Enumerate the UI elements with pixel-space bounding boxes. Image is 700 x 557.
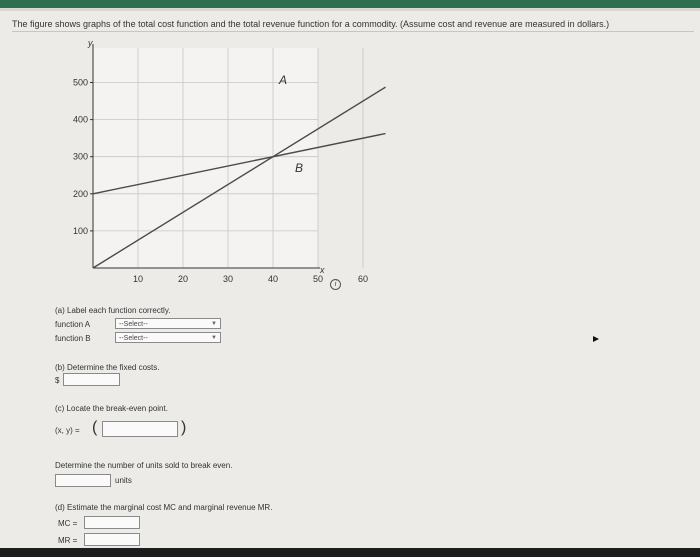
units-label: units [115, 476, 132, 485]
problem-prompt: The figure shows graphs of the total cost function and the total revenue function for a commodity. (Assume cost and revenue are measured in dollars.) [12, 19, 610, 29]
part-d-heading: (d) Estimate the marginal cost MC and marginal revenue MR. [55, 503, 273, 512]
break-even-point-label: (x, y) = [55, 426, 80, 435]
function-b-label: function B [55, 334, 91, 343]
series-label-a: A [279, 73, 288, 87]
x-tick-label: 60 [357, 274, 369, 284]
y-tick-label: 300 [72, 151, 88, 162]
function-a-label: function A [55, 320, 91, 329]
function-b-select[interactable] [115, 332, 221, 343]
function-a-select[interactable] [115, 318, 221, 329]
currency-symbol: $ [55, 376, 60, 385]
chevron-down-icon: ▼ [211, 321, 217, 327]
x-tick-label: 40 [267, 274, 279, 284]
y-tick-label: 500 [72, 77, 88, 88]
y-tick-label: 200 [72, 188, 88, 199]
mc-label: MC = [58, 519, 78, 528]
function-b-select-value: --Select-- [119, 335, 148, 342]
x-tick-label: 50 [312, 274, 324, 284]
fixed-cost-input[interactable] [63, 373, 120, 386]
break-even-point-input[interactable] [102, 421, 178, 437]
part-a-heading: (a) Label each function correctly. [55, 306, 171, 315]
mc-input[interactable] [84, 516, 140, 529]
y-axis-label: y [88, 38, 93, 48]
series-label-b: B [295, 161, 304, 175]
y-tick-label: 100 [72, 225, 88, 236]
x-axis-label: x [320, 265, 325, 275]
open-paren: ( [92, 419, 98, 436]
part-b-heading: (b) Determine the fixed costs. [55, 363, 160, 372]
close-paren: ) [181, 419, 187, 436]
break-even-units-input[interactable] [55, 474, 111, 487]
part-c-heading: (c) Locate the break-even point. [55, 404, 168, 413]
info-icon[interactable]: i [330, 279, 341, 290]
function-a-select-value: --Select-- [119, 321, 148, 328]
mouse-cursor [593, 336, 599, 342]
mr-input[interactable] [84, 533, 140, 546]
mr-label: MR = [58, 536, 78, 545]
y-tick-label: 400 [72, 114, 88, 125]
window-bottom-bar [0, 548, 700, 557]
units-question: Determine the number of units sold to break even. [55, 461, 233, 470]
x-tick-label: 20 [177, 274, 189, 284]
chevron-down-icon: ▼ [211, 335, 217, 341]
x-tick-label: 10 [132, 274, 144, 284]
x-tick-label: 30 [222, 274, 234, 284]
